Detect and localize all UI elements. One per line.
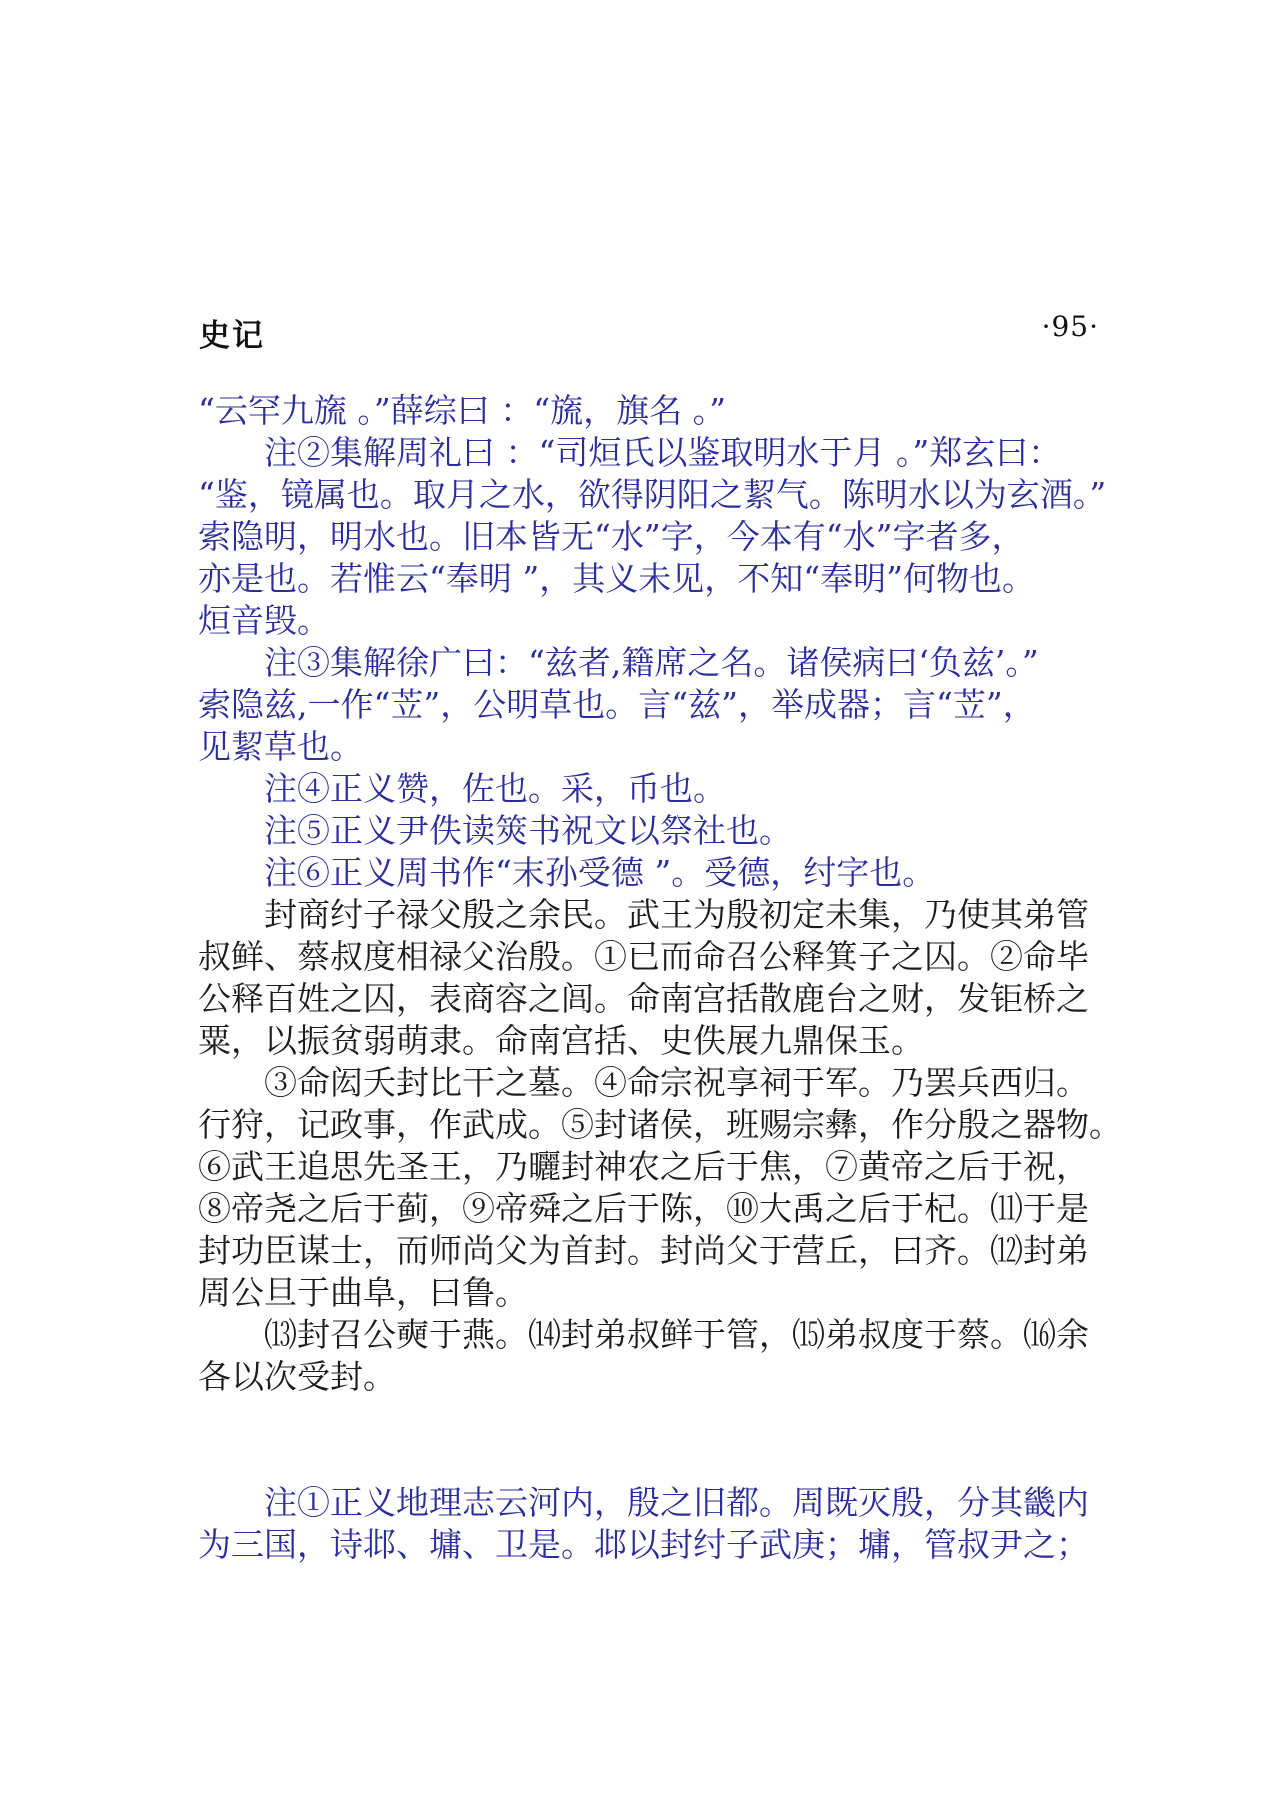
note-line: “鉴，镜属也。取月之水，欲得阴阳之絜气。陈明水以为玄酒。”: [198, 475, 1107, 514]
main-text-line: 各以次受封。: [198, 1357, 396, 1396]
main-text-line: ③命闳夭封比干之墓。④命宗祝享祠于军。乃罢兵西归。: [264, 1063, 1089, 1102]
note-line: “云罕九旒 。”薛综曰 ：“旒，旗名 。”: [198, 391, 726, 430]
note-line: 见絜草也。: [198, 727, 363, 766]
main-text-line: 封商纣子禄父殷之余民。武王为殷初定未集，乃使其弟管: [264, 895, 1089, 934]
main-text-line: 周公旦于曲阜，曰鲁。: [198, 1273, 528, 1312]
note-line: 注①正义地理志云河内，殷之旧都。周既灭殷，分其畿内: [264, 1483, 1089, 1522]
note-line: 注③集解徐广曰：“兹者,籍席之名。诸侯病曰‘负兹’。”: [264, 643, 1039, 682]
page-header: [199, 310, 1099, 358]
page-body: [198, 390, 1158, 1566]
paragraph-gap: [198, 1398, 1158, 1482]
note-line: 亦是也。若惟云“奉明 ”，其义未见，不知“奉明”何物也。: [198, 559, 1035, 598]
note-line: 索隐明，明水也。旧本皆无“水”字，今本有“水”字者多，: [198, 517, 1025, 556]
note-line: 注②集解周礼曰 ：“司烜氏以鉴取明水于月 。”郑玄曰：: [264, 433, 1062, 472]
page-number: ·95·: [1041, 310, 1099, 343]
main-text-line: 行狩，记政事，作武成。⑤封诸侯，班赐宗彝，作分殷之器物。: [198, 1105, 1122, 1144]
note-line: 注④正义赞，佐也。采，币也。: [264, 769, 726, 808]
book-title: 史记: [199, 318, 265, 354]
main-text-line: 封功臣谋士，而师尚父为首封。封尚父于营丘，曰齐。⑿封弟: [198, 1231, 1089, 1270]
main-text-line: 公释百姓之囚，表商容之闾。命南宫括散鹿台之财，发钜桥之: [198, 979, 1089, 1018]
main-text-line: ⑥武王追思先圣王，乃曬封神农之后于焦，⑦黄帝之后于祝，: [198, 1147, 1089, 1186]
note-line: 注⑤正义尹佚读筴书祝文以祭社也。: [264, 811, 792, 850]
main-text-line: 粟，以振贫弱萌隶。命南宫括、史佚展九鼎保玉。: [198, 1021, 924, 1060]
main-text-line: ⒀封召公奭于燕。⒁封弟叔鲜于管，⒂弟叔度于蔡。⒃余: [264, 1315, 1089, 1354]
note-line: 烜音毁。: [198, 601, 330, 640]
main-text-line: ⑧帝尧之后于蓟，⑨帝舜之后于陈，⑩大禹之后于杞。⑾于是: [198, 1189, 1089, 1228]
main-text-line: 叔鲜、蔡叔度相禄父治殷。①已而命召公释箕子之囚。②命毕: [198, 937, 1089, 976]
note-line: 为三国，诗邶、墉、卫是。邶以封纣子武庚；墉，管叔尹之；: [198, 1525, 1089, 1564]
note-line: 索隐兹,一作“苙”，公明草也。言“兹”，举成器；言“苙”，: [198, 685, 1036, 724]
note-line: 注⑥正义周书作“末孙受德 ”。受德，纣字也。: [264, 853, 936, 892]
